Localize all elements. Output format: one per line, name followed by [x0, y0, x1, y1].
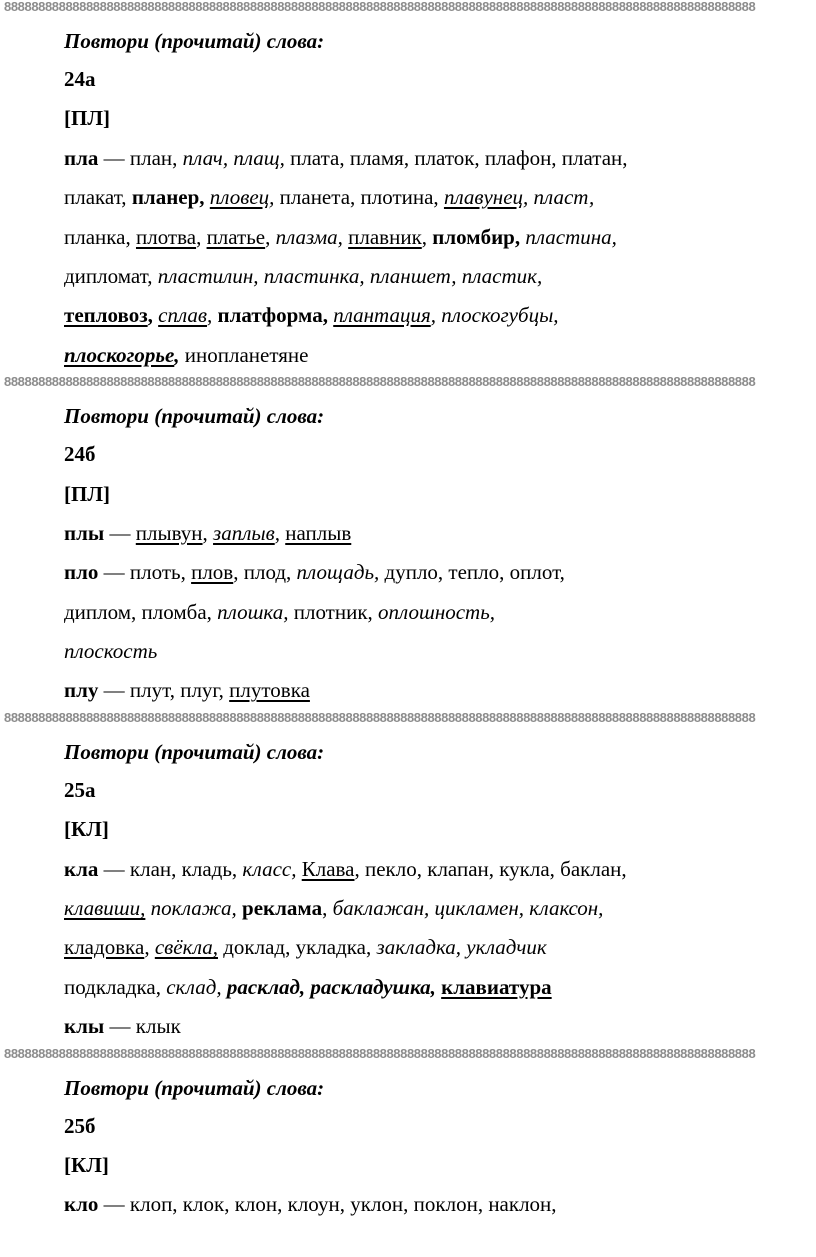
word-line — [64, 850, 804, 889]
word-segment: плу — [64, 678, 99, 703]
word-line — [64, 1185, 804, 1224]
word-segment: подкладка, — [64, 974, 167, 999]
word-segment: кло — [64, 1192, 99, 1217]
word-segment: — план, — [98, 145, 183, 170]
word-segment: , пласт, — [523, 185, 595, 210]
word-segment: кладовка — [64, 935, 145, 960]
word-segment: плошка, — [217, 599, 289, 624]
word-segment: пломбир, — [432, 224, 521, 249]
word-segment: закладка, укладчик — [376, 935, 547, 960]
separator-line: 88888888888888888888888888888888888888888888888888888888888888888888888888888888888888888888888888888888888888 — [4, 375, 756, 390]
word-segment: — клоп, клок, клон, клоун, уклон, поклон, наклон, — [98, 1192, 557, 1217]
sound-label: [ПЛ] — [64, 106, 110, 131]
exercise-section — [0, 725, 804, 1047]
word-segment: платформа, — [217, 303, 328, 328]
sound-label: [ПЛ] — [64, 481, 110, 506]
word-segment: плывун — [135, 520, 203, 545]
word-segment: площадь, — [296, 560, 380, 585]
word-segment: реклама — [242, 896, 323, 921]
word-segment: , — [269, 185, 280, 210]
word-segment: плакат, — [64, 185, 132, 210]
word-segment: доклад, укладка, — [217, 935, 377, 960]
word-segment: , — [144, 935, 155, 960]
word-segment: пластина, — [525, 224, 617, 249]
word-segment: , — [202, 520, 214, 545]
word-segment: дипломат, — [64, 263, 158, 288]
word-segment: плов — [191, 560, 234, 585]
word-segment: дупло, тепло, оплот, — [379, 560, 565, 585]
word-segment: плавник — [348, 224, 422, 249]
word-segment: баклажан, цикламен, клаксон, — [332, 896, 604, 921]
word-segment: кла — [64, 856, 99, 881]
word-line — [64, 139, 804, 178]
exercise-section — [0, 14, 804, 375]
word-segment: инопланетяне — [179, 342, 309, 367]
sound-label: [КЛ] — [64, 817, 109, 842]
exercise-number: 24б — [64, 442, 96, 467]
word-segment: клавиши, — [64, 896, 146, 921]
word-segment: , плод, — [233, 560, 297, 585]
exercise-section — [0, 389, 804, 711]
word-segment: оплошность, — [378, 599, 496, 624]
word-segment: плазма, — [275, 224, 343, 249]
word-line — [64, 632, 804, 671]
word-line — [64, 1007, 804, 1046]
word-segment: класс, — [242, 856, 297, 881]
word-line — [64, 889, 804, 928]
word-line — [64, 336, 804, 375]
word-segment: , — [322, 896, 333, 921]
word-segment: свёкла, — [154, 935, 218, 960]
word-segment: — клык — [104, 1014, 181, 1039]
word-segment: — клан, кладь, — [98, 856, 243, 881]
word-segment: плантация — [333, 303, 431, 328]
word-segment: плы — [64, 520, 105, 545]
word-segment: — плут, плуг, — [98, 678, 230, 703]
word-segment: клавиатура — [441, 974, 552, 999]
word-segment: планер, — [131, 185, 205, 210]
word-segment: расклад, раскладушка, — [226, 974, 436, 999]
word-line — [64, 218, 804, 257]
word-segment: , пекло, клапан, кукла, баклан, — [354, 856, 627, 881]
word-line — [64, 968, 804, 1007]
word-segment: , — [421, 224, 433, 249]
word-line — [64, 593, 804, 632]
exercise-number: 25б — [64, 1113, 96, 1138]
word-segment: сплав — [158, 303, 207, 328]
section-heading: Повтори (прочитай) слова: — [64, 739, 325, 764]
word-segment: поклажа, — [145, 896, 237, 921]
word-segment: , — [265, 224, 276, 249]
exercise-number: 25а — [64, 777, 96, 802]
word-segment: , — [196, 224, 207, 249]
word-segment: плотник, — [288, 599, 379, 624]
exercise-section — [0, 1061, 804, 1225]
word-segment: плата, пламя, платок, плафон, платан, — [284, 145, 628, 170]
word-segment: плутовка — [229, 678, 310, 703]
section-heading: Повтори (прочитай) слова: — [64, 1075, 325, 1100]
word-segment: , — [274, 520, 280, 545]
word-line — [64, 671, 804, 710]
word-segment: диплом, пломба, — [64, 599, 218, 624]
word-segment: , — [207, 303, 213, 328]
word-segment: клы — [64, 1014, 105, 1039]
word-segment: — — [104, 520, 136, 545]
word-line — [64, 296, 804, 335]
word-segment: платье — [206, 224, 266, 249]
word-segment: планета, плотина, — [279, 185, 444, 210]
word-segment: плоскогорье — [64, 342, 175, 367]
word-line — [64, 928, 804, 967]
separator-line: 88888888888888888888888888888888888888888888888888888888888888888888888888888888888888888888888888888888888888 — [4, 1046, 756, 1061]
word-line — [64, 178, 804, 217]
word-segment: плоскость — [64, 639, 158, 664]
section-heading: Повтори (прочитай) слова: — [64, 404, 325, 429]
word-segment: планка, — [64, 224, 136, 249]
word-segment: , — [147, 303, 153, 328]
word-segment: Клава — [301, 856, 355, 881]
word-segment: пло — [64, 560, 99, 585]
word-segment: наплыв — [285, 520, 352, 545]
word-segment: , плоскогубцы, — [430, 303, 559, 328]
word-segment: тепловоз — [64, 303, 148, 328]
exercise-number: 24а — [64, 67, 96, 91]
word-segment: плавунец — [443, 185, 524, 210]
sound-label: [КЛ] — [64, 1152, 109, 1177]
section-heading: Повтори (прочитай) слова: — [64, 29, 325, 53]
word-segment: пла — [64, 145, 99, 170]
word-segment: плач, плащ, — [182, 145, 285, 170]
word-segment: склад, — [166, 974, 222, 999]
word-segment: пловец — [209, 185, 270, 210]
word-segment: , — [174, 342, 180, 367]
word-line — [64, 553, 804, 592]
word-line — [64, 514, 804, 553]
word-segment: плотва — [135, 224, 197, 249]
word-line — [64, 257, 804, 296]
separator-line: 88888888888888888888888888888888888888888888888888888888888888888888888888888888888888888888888888888888888888 — [4, 0, 756, 14]
word-segment: пластилин, пластинка, планшет, пластик, — [157, 263, 543, 288]
word-segment: — плоть, — [98, 560, 192, 585]
word-segment: заплыв — [213, 520, 275, 545]
separator-line: 88888888888888888888888888888888888888888888888888888888888888888888888888888888888888888888888888888888888888 — [4, 710, 756, 725]
